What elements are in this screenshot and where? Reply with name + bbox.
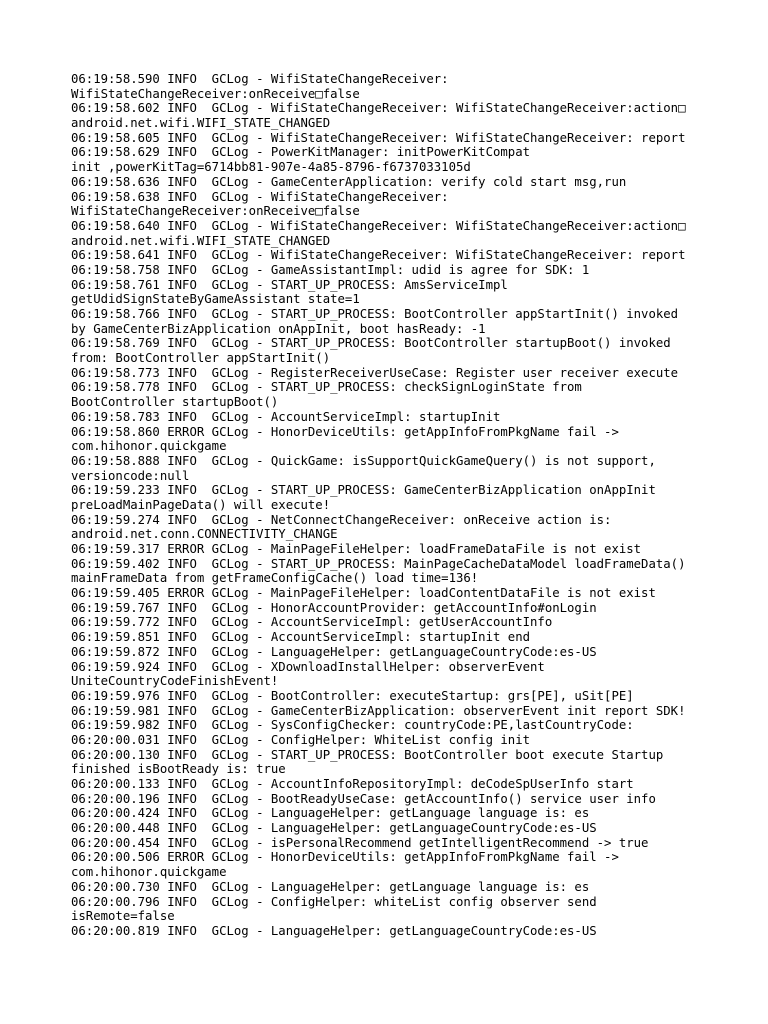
- log-line: 06:19:59.317 ERROR GCLog - MainPageFileHelper: loadFrameDataFile is not exist: [71, 542, 642, 556]
- log-line: isRemote=false: [71, 909, 175, 924]
- log-line: init ,powerKitTag=6714bb81-907e-4a85-8796-f6737033105d: [71, 160, 471, 175]
- log-line: 06:19:58.761 INFO GCLog - START_UP_PROCESS: AmsServiceImpl: [71, 277, 508, 292]
- log-line: preLoadMainPageData() will execute!: [71, 497, 331, 512]
- log-line: 06:20:00.196 INFO GCLog - BootReadyUseCase: getAccountInfo() service user info: [71, 791, 656, 806]
- log-line: 06:19:59.976 INFO GCLog - BootController: executeStartup: grs[PE], uSit[PE]: [71, 688, 634, 703]
- log-line: 06:20:00.133 INFO GCLog - AccountInfoRepositoryImpl: deCodeSpUserInfo start: [71, 777, 634, 791]
- log-line: 06:19:58.888 INFO GCLog - QuickGame: isSupportQuickGameQuery() is not support,: [71, 453, 656, 468]
- log-line: 06:19:58.629 INFO GCLog - PowerKitManager: initPowerKitCompat: [71, 145, 531, 160]
- log-line: 06:19:58.641 INFO GCLog - WifiStateChangeReceiver: WifiStateChangeReceiver: report: [71, 248, 686, 263]
- log-line: com.hihonor.quickgame: [71, 439, 227, 454]
- log-line: 06:20:00.819 INFO GCLog - LanguageHelper: getLanguageCountryCode:es-US: [71, 923, 597, 938]
- log-line: com.hihonor.quickgame: [71, 865, 227, 880]
- log-line: 06:19:59.924 INFO GCLog - XDownloadInstallHelper: observerEvent: [71, 659, 545, 674]
- log-line: 06:20:00.448 INFO GCLog - LanguageHelper: getLanguageCountryCode:es-US: [71, 821, 597, 836]
- log-line: 06:20:00.454 INFO GCLog - isPersonalRecommend getIntelligentRecommend -> true: [71, 835, 649, 850]
- log-line: 06:19:58.605 INFO GCLog - WifiStateChangeReceiver: WifiStateChangeReceiver: report: [71, 130, 686, 145]
- log-line: mainFrameData from getFrameConfigCache() load time=136!: [71, 571, 479, 586]
- log-line: 06:19:58.602 INFO GCLog - WifiStateChangeReceiver: WifiStateChangeReceiver:action□: [71, 101, 686, 116]
- log-line: android.net.wifi.WIFI_STATE_CHANGED: [71, 233, 331, 248]
- log-line: 06:20:00.031 INFO GCLog - ConfigHelper: WhiteList config init: [71, 732, 531, 747]
- log-line: 06:19:59.402 INFO GCLog - START_UP_PROCESS: MainPageCacheDataModel loadFrameData(): [71, 556, 686, 571]
- log-line: WifiStateChangeReceiver:onReceive□false: [71, 86, 360, 101]
- log-line: 06:19:59.233 INFO GCLog - START_UP_PROCESS: GameCenterBizApplication onAppInit: [71, 483, 656, 498]
- log-line: from: BootController appStartInit(): [71, 351, 331, 366]
- log-line: 06:20:00.424 INFO GCLog - LanguageHelper: getLanguage language is: es: [71, 806, 590, 821]
- log-line: 06:19:58.640 INFO GCLog - WifiStateChangeReceiver: WifiStateChangeReceiver:action□: [71, 218, 686, 233]
- log-line: 06:19:59.405 ERROR GCLog - MainPageFileHelper: loadContentDataFile is not exist: [71, 586, 656, 601]
- log-line: BootController startupBoot(): [71, 395, 279, 410]
- log-line: finished isBootReady is: true: [71, 762, 286, 777]
- log-line: by GameCenterBizApplication onAppInit, boot hasReady: -1: [71, 321, 486, 336]
- log-line: WifiStateChangeReceiver:onReceive□false: [71, 204, 360, 219]
- log-line: 06:19:58.860 ERROR GCLog - HonorDeviceUtils: getAppInfoFromPkgName fail ->: [71, 424, 619, 439]
- log-document: [71, 72, 761, 939]
- log-line: 06:19:59.872 INFO GCLog - LanguageHelper: getLanguageCountryCode:es-US: [71, 644, 597, 659]
- log-line: 06:20:00.130 INFO GCLog - START_UP_PROCESS: BootController boot execute Startup: [71, 747, 664, 762]
- log-line: 06:19:59.772 INFO GCLog - AccountServiceImpl: getUserAccountInfo: [71, 615, 553, 630]
- log-line: 06:19:58.590 INFO GCLog - WifiStateChangeReceiver:: [71, 72, 449, 86]
- log-line: 06:19:58.636 INFO GCLog - GameCenterApplication: verify cold start msg,run: [71, 174, 627, 189]
- log-line: 06:19:59.851 INFO GCLog - AccountServiceImpl: startupInit end: [71, 630, 531, 645]
- log-line: versioncode:null: [71, 468, 190, 483]
- log-line: 06:19:58.766 INFO GCLog - START_UP_PROCESS: BootController appStartInit() invoked: [71, 307, 679, 321]
- log-line: UniteCountryCodeFinishEvent!: [71, 674, 279, 689]
- log-line: 06:19:58.778 INFO GCLog - START_UP_PROCESS: checkSignLoginState from: [71, 380, 582, 395]
- log-line: getUdidSignStateByGameAssistant state=1: [71, 292, 360, 307]
- log-line: 06:19:59.274 INFO GCLog - NetConnectChangeReceiver: onReceive action is:: [71, 512, 612, 527]
- log-line: 06:19:59.767 INFO GCLog - HonorAccountProvider: getAccountInfo#onLogin: [71, 600, 597, 615]
- log-line: 06:19:59.981 INFO GCLog - GameCenterBizApplication: observerEvent init report SDK!: [71, 703, 686, 718]
- log-line: 06:19:59.982 INFO GCLog - SysConfigChecker: countryCode:PE,lastCountryCode:: [71, 718, 634, 733]
- log-line: 06:19:58.783 INFO GCLog - AccountServiceImpl: startupInit: [71, 409, 501, 424]
- log-line: 06:20:00.730 INFO GCLog - LanguageHelper: getLanguage language is: es: [71, 879, 590, 894]
- log-line: 06:19:58.769 INFO GCLog - START_UP_PROCESS: BootController startupBoot() invoked: [71, 336, 671, 351]
- log-line: android.net.wifi.WIFI_STATE_CHANGED: [71, 116, 331, 131]
- log-line: android.net.conn.CONNECTIVITY_CHANGE: [71, 527, 338, 542]
- log-line: 06:20:00.506 ERROR GCLog - HonorDeviceUtils: getAppInfoFromPkgName fail ->: [71, 850, 619, 865]
- log-line: 06:19:58.758 INFO GCLog - GameAssistantImpl: udid is agree for SDK: 1: [71, 262, 590, 277]
- log-line: 06:19:58.638 INFO GCLog - WifiStateChangeReceiver:: [71, 189, 449, 204]
- log-line: 06:20:00.796 INFO GCLog - ConfigHelper: whiteList config observer send: [71, 894, 597, 909]
- log-line: 06:19:58.773 INFO GCLog - RegisterReceiverUseCase: Register user receiver execute: [71, 365, 679, 380]
